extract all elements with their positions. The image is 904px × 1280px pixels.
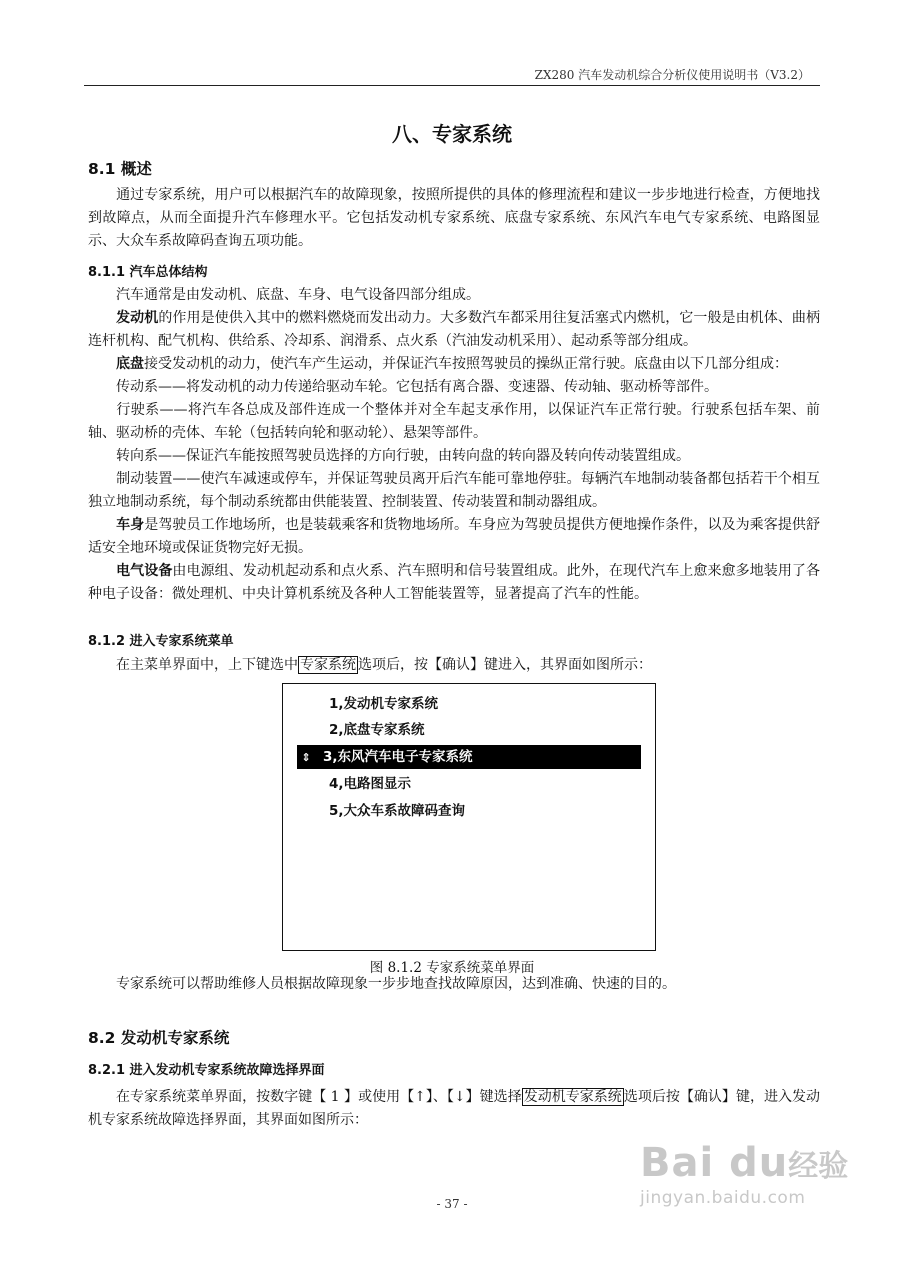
baidu-watermark bbox=[640, 1140, 870, 1250]
watermark-url: jingyan.baidu.com bbox=[640, 1188, 806, 1208]
intro-paragraph: 通过专家系统，用户可以根据汽车的故障现象，按照所提供的具体的修理流程和建议一步步地进行检查，方便地找到故障点，从而全面提升汽车修理水平。它包括发动机专家系统、底盘专家系统、东风汽车电气专家系统、电路图显示、大众车系故障码查询五项功能。 bbox=[88, 187, 820, 249]
steering-paragraph: 转向系——保证汽车能按照驾驶员选择的方向行驶，由转向盘的转向器及转向传动装置组成。 bbox=[116, 448, 690, 464]
heading-8-2-1: 8.2.1 进入发动机专家系统故障选择界面 bbox=[88, 1063, 325, 1078]
heading-8-1: 8.1 概述 bbox=[88, 160, 152, 178]
electrical-paragraph: 电气设备由电源组、发动机起动系和点火系、汽车照明和信号装置组成。此外，在现代汽车上愈来愈多地装用了各种电子设备：微处理机、中央计算机系统及各种人工智能装置等，显著提高了汽车的性能。 bbox=[88, 563, 821, 602]
transmission-paragraph: 传动系——将发动机的动力传递给驱动车轮。它包括有离合器、变速器、传动轴、驱动桥等部件。 bbox=[116, 379, 718, 395]
chapter-title: 八、专家系统 bbox=[392, 122, 512, 146]
boxed-term: 发动机专家系统 bbox=[523, 1089, 622, 1105]
chassis-paragraph: 底盘接受发动机的动力，使汽车产生运动，并保证汽车按照驾驶员的操纵正常行驶。底盘由以下几部分组成： bbox=[116, 356, 788, 372]
body-paragraph: 车身是驾驶员工作地场所，也是装载乘客和货物地场所。车身应为驾驶员提供方便地操作条件，以及为乘客提供舒适安全地环境或保证货物完好无损。 bbox=[88, 517, 821, 556]
brake-paragraph: 制动装置——使汽车减速或停车，并保证驾驶员离开后汽车能可靠地停驻。每辆汽车地制动装备都包括若干个相互独立地制动系统，每个制动系统都由供能装置、控制装置、传动装置和制动器组成。 bbox=[88, 471, 820, 510]
menu-entry-paragraph: 在主菜单界面中，上下键选中 专家系统 选项后，按【确认】键进入，其界面如图所示： bbox=[116, 657, 652, 673]
running-header: ZX280 汽车发动机综合分析仪使用说明书（V3.2） bbox=[534, 68, 810, 82]
structure-intro: 汽车通常是由发动机、底盘、车身、电气设备四部分组成。 bbox=[116, 287, 480, 303]
boxed-term: 专家系统 bbox=[300, 657, 356, 673]
updown-arrow-icon: ⇕ bbox=[301, 751, 311, 764]
menu-item-vw-fault-code[interactable]: 5,大众车系故障码查询 bbox=[329, 803, 466, 819]
menu-item-dongfeng-expert[interactable]: ⇕ 3,东风汽车电子专家系统 bbox=[297, 745, 641, 769]
page-number: - 37 - bbox=[436, 1197, 468, 1211]
engine-paragraph: 发动机的作用是使供入其中的燃料燃烧而发出动力。大多数汽车都采用往复活塞式内燃机，它一般是由机体、曲柄连杆机构、配气机构、供给系、冷却系、润滑系、点火系（汽油发动机采用）、起动系等部分组成。 bbox=[88, 310, 821, 349]
heading-8-2: 8.2 发动机专家系统 bbox=[88, 1029, 230, 1047]
watermark-cn: 经验 bbox=[788, 1149, 849, 1184]
running-paragraph: 行驶系——将汽车各总成及部件连成一个整体并对全车起支承作用，以保证汽车正常行驶。行驶系包括车架、前轴、驱动桥的壳体、车轮（包括转向轮和驱动轮）、悬架等部件。 bbox=[88, 402, 820, 441]
watermark-logo: Bai du bbox=[640, 1140, 789, 1186]
menu-item-engine-expert[interactable]: 1,发动机专家系统 bbox=[329, 696, 439, 712]
menu-item-chassis-expert[interactable]: 2,底盘专家系统 bbox=[329, 722, 425, 738]
engine-expert-paragraph: 在专家系统菜单界面，按数字键【 1 】或使用【↑】、【↓】键选择 发动机专家系统 选项后按【确认】键，进入发动机专家系统故障选择界面，其界面如图所示： bbox=[88, 1089, 821, 1128]
expert-menu-figure bbox=[282, 683, 656, 951]
heading-8-1-2: 8.1.2 进入专家系统菜单 bbox=[88, 634, 234, 649]
menu-item-circuit-diagram[interactable]: 4,电路图显示 bbox=[329, 776, 412, 792]
header-rule bbox=[84, 85, 820, 86]
after-figure-paragraph: 专家系统可以帮助维修人员根据故障现象一步步地查找故障原因，达到准确、快速的目的。 bbox=[116, 976, 676, 992]
heading-8-1-1: 8.1.1 汽车总体结构 bbox=[88, 265, 208, 280]
structure-section bbox=[88, 284, 820, 606]
figure-caption: 图 8.1.2 专家系统菜单界面 bbox=[369, 960, 535, 976]
